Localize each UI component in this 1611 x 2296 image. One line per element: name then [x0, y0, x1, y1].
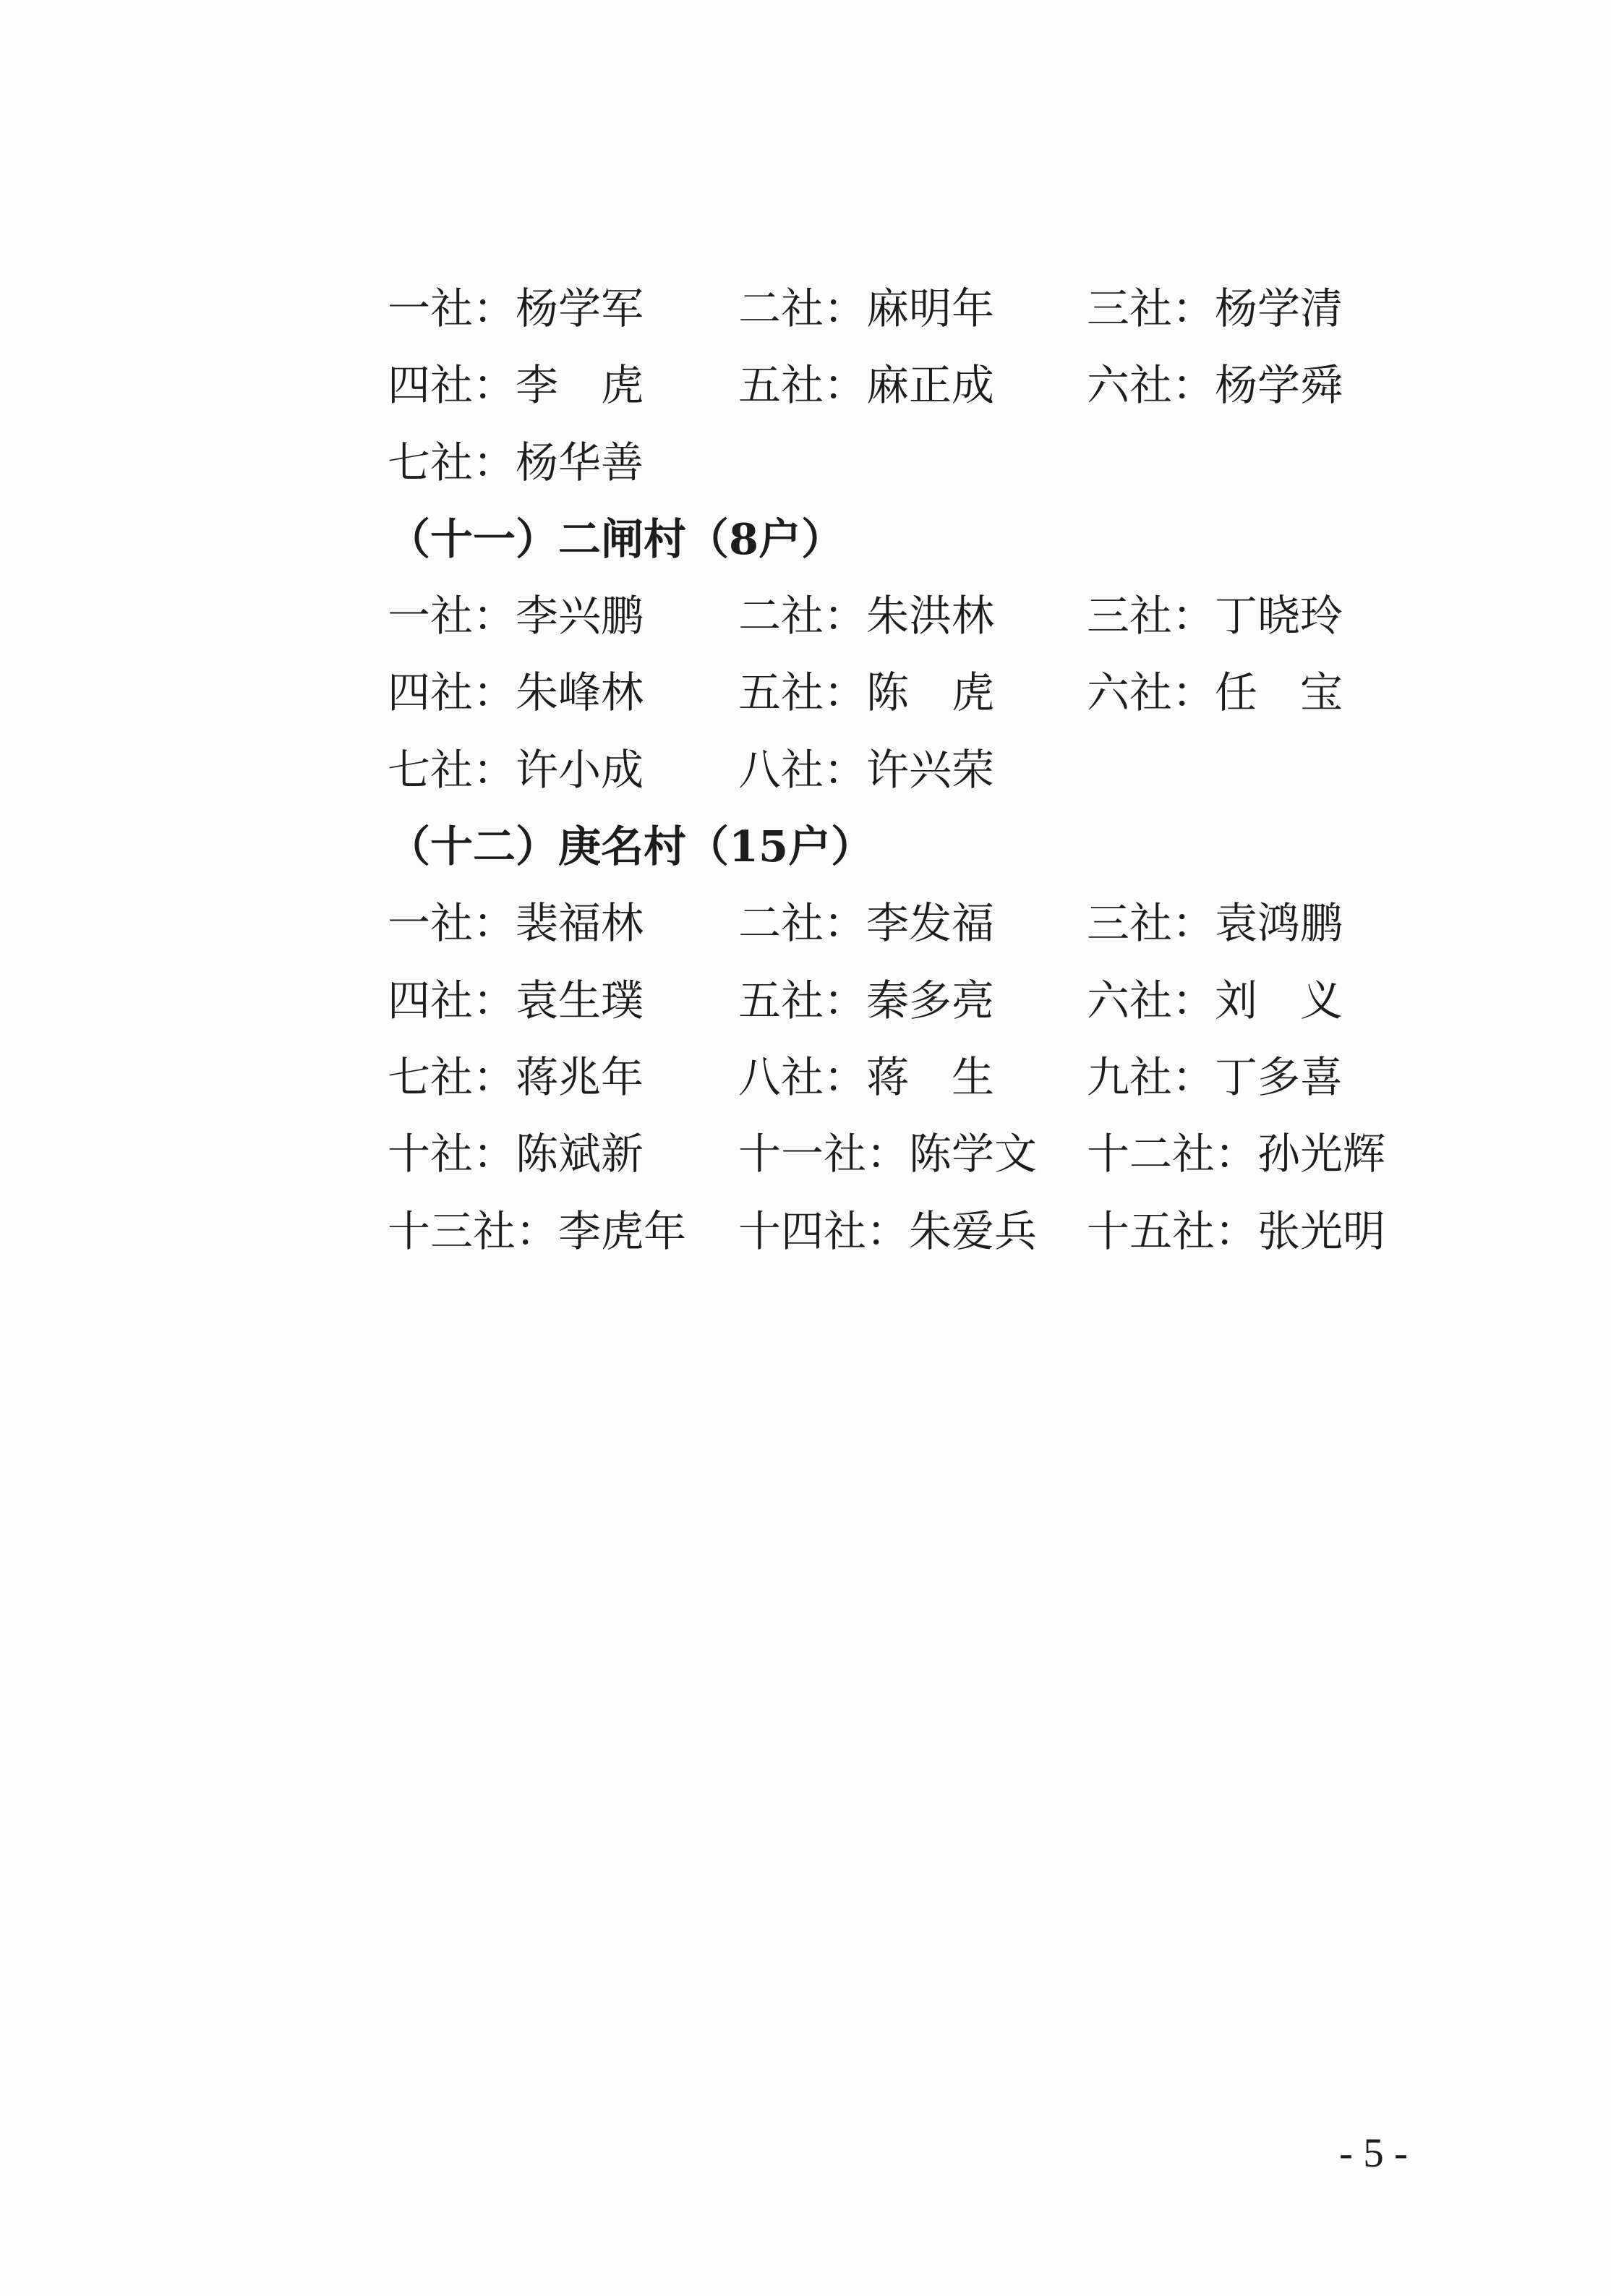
roster-entry	[1087, 885, 1343, 962]
roster-entry	[738, 654, 994, 731]
roster-row	[388, 578, 1516, 654]
household-name: 秦多亮	[866, 975, 995, 1025]
roster-entry	[388, 885, 644, 962]
she-label: 六社：	[1087, 360, 1215, 411]
she-label: 一社：	[388, 591, 516, 641]
roster-row	[388, 963, 1516, 1039]
roster-entry	[738, 1116, 1037, 1192]
household-name: 朱爱兵	[909, 1205, 1038, 1256]
she-label: 五社：	[738, 667, 867, 718]
household-name: 陈 虎	[866, 667, 995, 718]
she-label: 五社：	[738, 975, 867, 1025]
roster-row	[388, 1039, 1516, 1116]
roster-row	[388, 347, 1516, 424]
household-name: 杨华善	[516, 437, 644, 487]
roster-entry	[738, 1039, 994, 1116]
roster-entry	[1087, 1039, 1343, 1116]
roster-entry	[738, 1193, 1037, 1270]
household-name: 蒋 生	[866, 1051, 995, 1102]
she-label: 八社：	[738, 744, 867, 795]
she-label: 一社：	[388, 898, 516, 949]
roster-entry	[738, 270, 994, 347]
roster-entry	[1087, 347, 1343, 424]
household-name: 裴福林	[516, 898, 644, 949]
household-name: 李兴鹏	[516, 591, 644, 641]
roster-entry	[388, 1039, 644, 1116]
roster-entry	[388, 1193, 686, 1270]
roster-row	[388, 1193, 1516, 1270]
roster-entry	[388, 578, 644, 654]
household-name: 杨学军	[516, 283, 644, 333]
she-label: 四社：	[388, 975, 516, 1025]
she-label: 六社：	[1087, 975, 1215, 1025]
village-heading: （十二）庚名村（15户）	[388, 821, 874, 872]
roster-entry	[388, 1116, 644, 1192]
roster-entry	[1087, 963, 1343, 1039]
she-label: 八社：	[738, 1051, 867, 1102]
she-label: 三社：	[1087, 591, 1215, 641]
household-name: 张光明	[1257, 1205, 1386, 1256]
she-label: 四社：	[388, 667, 516, 718]
she-label: 七社：	[388, 437, 516, 487]
she-label: 五社：	[738, 360, 867, 411]
she-label: 十一社：	[738, 1129, 910, 1179]
she-label: 三社：	[1087, 283, 1215, 333]
she-label: 一社：	[388, 283, 516, 333]
household-name: 许小成	[516, 744, 644, 795]
she-label: 二社：	[738, 898, 867, 949]
she-label: 十二社：	[1087, 1129, 1258, 1179]
household-name: 朱洪林	[866, 591, 995, 641]
she-label: 十五社：	[1087, 1205, 1258, 1256]
roster-row	[388, 1116, 1516, 1192]
household-name: 刘 义	[1215, 975, 1343, 1025]
roster-entry	[388, 963, 644, 1039]
household-name: 李发福	[866, 898, 995, 949]
roster-entry	[738, 963, 994, 1039]
she-label: 七社：	[388, 1051, 516, 1102]
roster-entry	[738, 732, 994, 808]
she-label: 十社：	[388, 1129, 516, 1179]
household-name: 麻明年	[866, 283, 995, 333]
page-number: - 5 -	[1339, 2130, 1408, 2176]
roster-entry	[1087, 578, 1343, 654]
household-name: 麻正成	[866, 360, 995, 411]
household-name: 孙光辉	[1257, 1129, 1386, 1179]
roster-entry	[388, 424, 644, 501]
roster-row	[388, 654, 1516, 731]
household-name: 袁生璞	[516, 975, 644, 1025]
roster-entry	[388, 654, 644, 731]
roster-entry	[388, 270, 644, 347]
she-label: 七社：	[388, 744, 516, 795]
household-name: 任 宝	[1215, 667, 1343, 718]
household-name: 杨学舜	[1215, 360, 1343, 411]
household-name: 袁鸿鹏	[1215, 898, 1343, 949]
roster-entry	[738, 885, 994, 962]
she-label: 十三社：	[388, 1205, 559, 1256]
roster-entry	[738, 347, 994, 424]
household-name: 朱峰林	[516, 667, 644, 718]
household-name: 蒋兆年	[516, 1051, 644, 1102]
household-name: 许兴荣	[866, 744, 995, 795]
she-label: 十四社：	[738, 1205, 910, 1256]
household-name: 李 虎	[516, 360, 644, 411]
she-label: 四社：	[388, 360, 516, 411]
she-label: 三社：	[1087, 898, 1215, 949]
roster-entry	[1087, 654, 1343, 731]
roster-entry	[1087, 1193, 1385, 1270]
roster-entry	[1087, 1116, 1385, 1192]
village-heading: （十一）二闸村（8户）	[388, 513, 845, 564]
household-name: 李虎年	[558, 1205, 687, 1256]
roster-entry	[738, 578, 994, 654]
household-name: 杨学清	[1215, 283, 1343, 333]
roster-row	[388, 270, 1516, 347]
roster-entry	[388, 347, 644, 424]
roster-body	[388, 270, 1516, 1270]
roster-entry	[1087, 270, 1343, 347]
household-name: 丁多喜	[1215, 1051, 1343, 1102]
she-label: 九社：	[1087, 1051, 1215, 1102]
she-label: 二社：	[738, 283, 867, 333]
household-name: 陈斌新	[516, 1129, 644, 1179]
roster-row	[388, 885, 1516, 962]
she-label: 六社：	[1087, 667, 1215, 718]
she-label: 二社：	[738, 591, 867, 641]
roster-row	[388, 732, 1516, 808]
roster-entry	[388, 732, 644, 808]
roster-row	[388, 424, 1516, 501]
household-name: 丁晓玲	[1215, 591, 1343, 641]
household-name: 陈学文	[909, 1129, 1038, 1179]
